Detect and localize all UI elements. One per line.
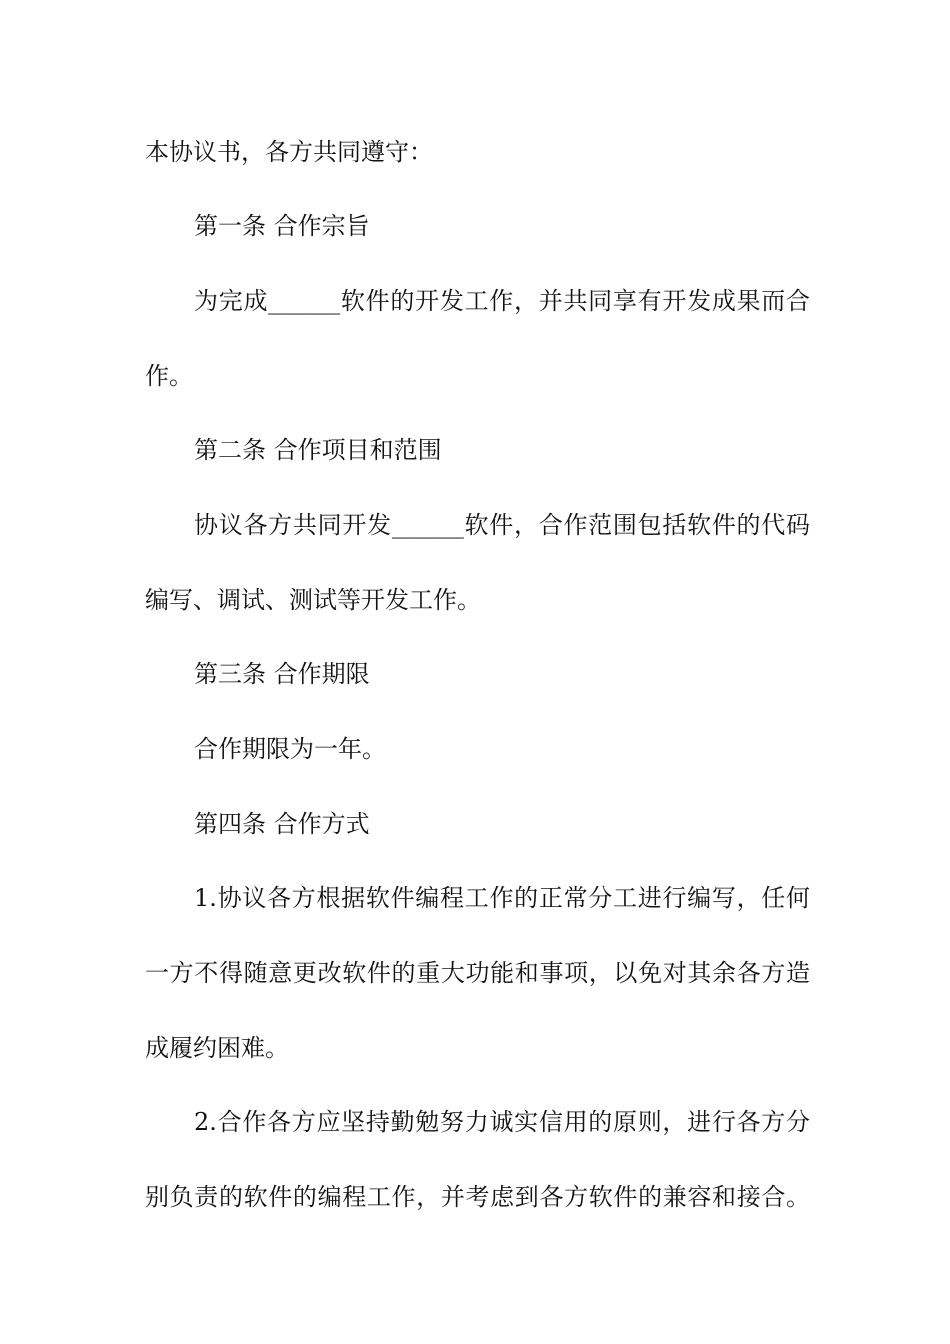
article-1-heading: 第一条 合作宗旨 [194,212,370,240]
clause-2-line-1: 2.合作各方应坚持勤勉努力诚实信用的原则，进行各方分 [194,1108,810,1136]
article-2-text-line-1: 协议各方共同开发______软件，合作范围包括软件的代码 [194,511,810,539]
clause-1-line-3: 成履约困难。 [145,1034,289,1062]
clause-2-line-2: 别负责的软件的编程工作，并考虑到各方软件的兼容和接合。 [145,1183,810,1211]
article-4-heading: 第四条 合作方式 [194,810,370,838]
article-1-text-line-2: 作。 [145,362,193,390]
intro-line: 本协议书，各方共同遵守： [145,138,433,166]
article-3-text: 合作期限为一年。 [194,735,386,763]
clause-1-line-2: 一方不得随意更改软件的重大功能和事项，以免对其余各方造 [145,959,810,987]
article-3-heading: 第三条 合作期限 [194,660,370,688]
article-1-text-line-1: 为完成______软件的开发工作，并共同享有开发成果而合 [194,287,810,315]
article-2-text-line-2: 编写、调试、测试等开发工作。 [145,586,481,614]
clause-1-line-1: 1.协议各方根据软件编程工作的正常分工进行编写，任何 [194,884,810,912]
article-2-heading: 第二条 合作项目和范围 [194,436,442,464]
